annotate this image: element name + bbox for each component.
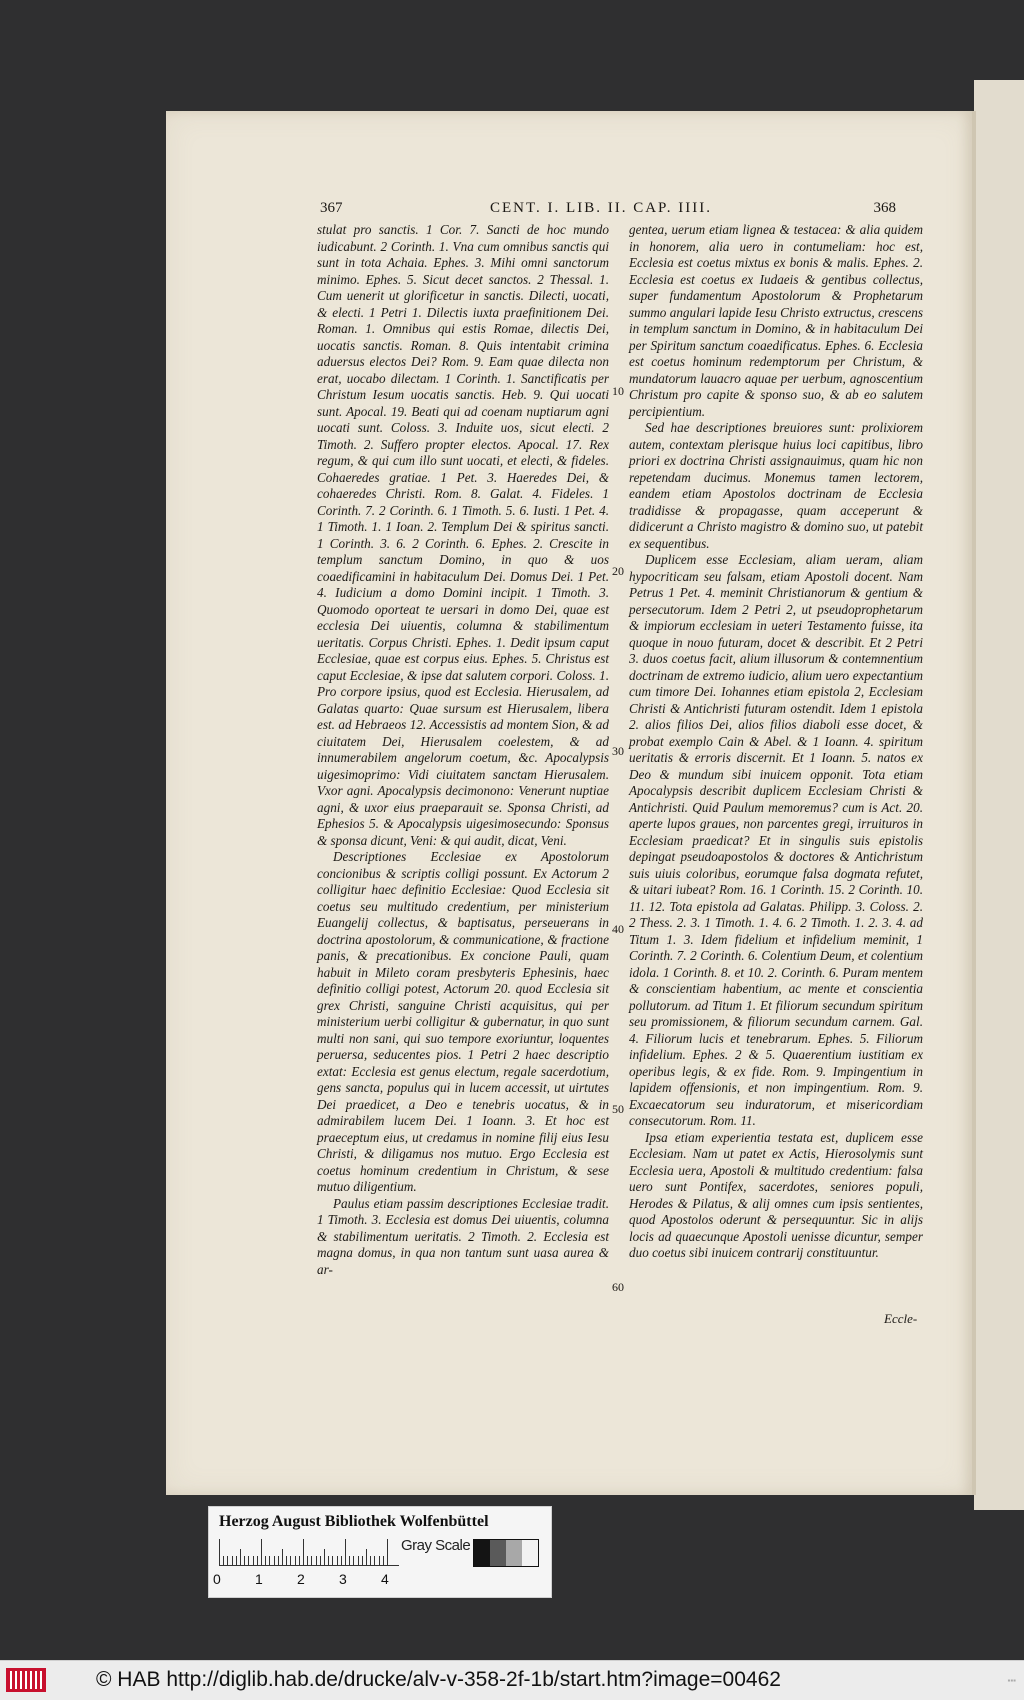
page-gutter-shadow [972,111,976,1495]
ruler-tick [303,1539,304,1565]
line-number: 10 [612,384,624,398]
ruler-tick [219,1539,220,1565]
catchword: Eccle- [884,1311,918,1326]
ruler-label: 2 [297,1571,305,1587]
ruler-tick [311,1556,312,1565]
gray-patch [490,1540,506,1566]
right-text-column [629,222,923,1262]
ruler-tick [265,1556,266,1565]
ruler-label: 0 [213,1571,221,1587]
ruler-tick [248,1556,249,1565]
ruler-tick [295,1556,296,1565]
hab-logo-icon [6,1668,46,1692]
gray-patch [506,1540,522,1566]
ruler-labels [213,1571,413,1589]
ruler-tick [244,1556,245,1565]
ruler [219,1537,399,1566]
facing-page-edge [974,80,1024,1510]
line-number: 60 [612,1280,624,1294]
ruler-tick [227,1556,228,1565]
ruler-tick [257,1556,258,1565]
ruler-tick [232,1556,233,1565]
ruler-tick [320,1556,321,1565]
ruler-tick [379,1556,380,1565]
ruler-tick [337,1556,338,1565]
left-text-column [317,222,609,1278]
paragraph: gentea, uerum etiam lignea & testacea: & alia quidem in honorem, alia uero in contumeliam: hoc est, Ecclesia est coetus mixtus ex bonis & malis. Ephes. 2. Ecclesia est coetus ex Iudaeis & gentibus collectus, super fundamentum Apostolorum & Prophetarum summo angulari lapide Iesu Christo extructus, crescens in templum sanctum in Domino, & in habitaculum Dei per Spiritum sanctum coaedificatus. Ephes. 6. Ecclesia est coetus hominum redemptorum per Christum, & mundatorum lauacro aquae per uerbum, agnoscentium Christum pro capite & sponso suo, & ab eo salutem percipientium. [629,222,923,419]
ruler-tick [299,1556,300,1565]
paragraph: Sed hae descriptiones breuiores sunt: prolixiorem autem, contextam plerisque huius loci capitibus, libro priori ex doctrina Christi assignauimus, quam hic non repetendam ducimus. Monemus tamen lectorem, eandem etiam Apostolos doctrinam de Ecclesia tradidisse & propagasse, quam acceperunt & didicerunt a Christo magistro & domino suo, ut patebit ex sequentibus. [629,420,923,551]
running-head [320,200,896,224]
ruler-tick [366,1549,367,1565]
paragraph: Ipsa etiam experientia testata est, duplicem esse Ecclesiam. Nam ut patet ex Actis, Hierosolymis sunt Ecclesia uera, Apostoli & multitudo credentium: falsa uero sunt Pontifex, sacerdotes, seniores populi, Herodes & Pilatus, & alij omnes cum ipsis sentientes, quod Apostolos oderunt & persequuntur. Sic in alijs locis ad quaecunque Apostoli uenisse dicuntur, semper duo coetus sibi inuicem contrarij constituuntur. [629,1129,923,1260]
ruler-tick [345,1539,346,1565]
ruler-tick [286,1556,287,1565]
ruler-tick [278,1556,279,1565]
ruler-label: 4 [381,1571,389,1587]
ruler-tick [341,1556,342,1565]
gray-patch [474,1540,490,1566]
ruler-tick [349,1556,350,1565]
ruler-tick [328,1556,329,1565]
ruler-tick [274,1556,275,1565]
line-number: 40 [612,922,624,936]
ruler-tick [358,1556,359,1565]
ruler-tick [332,1556,333,1565]
gray-scale-label: Gray Scale [401,1537,471,1554]
ruler-tick [370,1556,371,1565]
ruler-tick [324,1549,325,1565]
ruler-tick [240,1549,241,1565]
paragraph: Duplicem esse Ecclesiam, aliam ueram, aliam hypocriticam seu falsam, etiam Apostoli docent. Nam Petrus 1 Pet. 4. meminit Christianorum & gentium & persecutorum. Idem 2 Petri 2, ut pseudoprophetarum & impiorum ecclesiam in ueteri Testamento fuisse, ita quoque in nouo futuram, docet & describit. Et 2 Petri 3. duos coetus facit, alium illusorum & contemnentium doctrinam de extremo iudicio, alium uero expectantium cum timore Dei. Iohannes etiam epistola 2, Ecclesiam Christi & Antichristi futuram ostendit. Idem 1 epistola 2. alios filios Dei, alios filios diaboli esse docet, & probat exemplo Cain & Abel. & 1 Ioann. 4. spiritum ueritatis & erroris discernit. Et 1 Ioann. 5. natos ex Deo & mundum sibi inuicem opponit. Tota etiam Apocalypsis describit duplicem Ecclesiam Christi & Antichristi. Quid Paulum memoremus? cum is Act. 20. aperte lupos graues, non parcentes gregi, irruituros in Ecclesiam praedicat? Et in singulis suis epistolis depingat pseudoapostolos & doctores & Antichristum suis uiuis coloribus, eorumque falsa dogmata refutet, & uitari iubeat? Rom. 16. 1 Corinth. 15. 2 Corinth. 10. 11. 12. Tota epistola ad Galatas. Philipp. 3. Coloss. 2. 2 Thess. 2. 3. 1 Timoth. 1. 4. 6. 2 Timoth. 1. 2. 3. 4. ad Titum 1. 3. Idem fidelium et infidelium meminit, 1 Corinth. 7. 2 Corinth. 6. Colentium Deum, et colentium idola. 1 Corinth. 8. et 10. 2. Corinth. 6. Puram mentem & conscientiam habentium, ac mente et conscientia pollutorum. ad Titum 1. Et filiorum secundum spiritum seu promissionem, & filiorum secundum carnem. Gal. 4. Filiorum lucis et tenebrarum. Ephes. 5. Filiorum infidelium. Ephes. 2 & 5. Quaerentium iustitiam ex operibus legis, & ex fide. Rom. 9. Impingentium in lapidem offensionis, et non impingentium. Rom. 9. Excaecatorum seu induratorum, et misericordiam consecutorum. Rom. 11. [629,552,923,1128]
ruler-tick [282,1549,283,1565]
gray-scale-patches [473,1539,539,1567]
ruler-tick [374,1556,375,1565]
ruler-label: 1 [255,1571,263,1587]
line-number: 30 [612,744,624,758]
ruler-tick [307,1556,308,1565]
target-title: Herzog August Bibliothek Wolfenbüttel [219,1513,489,1530]
ruler-tick [236,1556,237,1565]
ruler-tick [383,1556,384,1565]
ruler-tick [223,1556,224,1565]
ruler-tick [253,1556,254,1565]
paragraph: Paulus etiam passim descriptiones Ecclesiae tradit. 1 Timoth. 3. Ecclesia est domus Dei uiuentis, columna & stabilimentum ueritatis. 2 Timoth. 2. Ecclesia est magna domus, in qua non tantum sunt uasa aurea & ar- [317,1195,609,1277]
ruler-tick [290,1556,291,1565]
source-link[interactable]: © HAB http://diglib.hab.de/drucke/alv-v-358-2f-1b/start.htm?image=00462 [96,1668,781,1691]
paragraph: Descriptiones Ecclesiae ex Apostolorum concionibus & scriptis colligi possunt. Ex Actorum 2 colligitur haec definitio Ecclesiae: Quod Ecclesia sit coetus seu multitudo credentium, per ministerium Euangelij collectus, & baptisatus, perseuerans in doctrina apostolorum, & communicatione, & fractione panis, & precationibus. Ex concione Pauli, quam habuit in Mileto coram presbyteris Ephesinis, haec definitio colligi potest, Actorum 20. quod Ecclesia sit grex Christi, sanguine Christi acquisitus, qui per ministerium uerbi colligitur & gubernatur, in quo sunt multi non sani, qui suo tempore exoriuntur, loquentes peruersa, seducentes pios. 1 Petri 2 haec descriptio extat: Ecclesia est genus electum, regale sacerdotium, gens sancta, populus qui in lucem accessit, ut uirtutes Dei praedicet, a Deo e tenebris uocatus, & in admirabilem lucem Dei. 1 Ioann. 3. Et hoc est praeceptum eius, ut credamus in nomine filij eius Iesu Christi, & diligamus nos mutuo. Ergo Ecclesia est coetus hominum credentium in Christum, & sese mutuo diligentium. [317,849,609,1194]
ruler-label: 3 [339,1571,347,1587]
line-number: 50 [612,1102,624,1116]
ruler-tick [261,1539,262,1565]
footer-mark: ▪▪▪ [1007,1676,1016,1685]
running-title: CENT. I. LIB. II. CAP. IIII. [490,200,712,216]
ruler-tick [362,1556,363,1565]
left-page-number: 367 [320,200,343,216]
line-number: 20 [612,564,624,578]
viewer-footer [0,1660,1024,1700]
gray-patch [522,1540,538,1566]
color-target-card [208,1506,552,1598]
ruler-tick [353,1556,354,1565]
right-page-number: 368 [873,200,896,216]
ruler-tick [269,1556,270,1565]
ruler-tick [316,1556,317,1565]
ruler-tick [387,1539,388,1565]
paragraph: stulat pro sanctis. 1 Cor. 7. Sancti de hoc mundo iudicabunt. 2 Corinth. 1. Vna cum omnibus sanctis qui sunt in tota Achaia. Ephes. 3. Mihi omni sanctorum minimo. Ephes. 5. Sicut decet sanctos. 2 Thessal. 1. Cum uenerit ut glorificetur in sanctis. Dilecti, uocati, & electi. 1 Petri 1. Dilectis iuxta praefinitionem Dei. Roman. 1. Omnibus qui estis Romae, dilectis Dei, uocatis sanctis. Roman. 8. Quis intentabit crimina aduersus electos Dei? Rom. 9. Eam quae dilecta non erat, uocabo dilectam. 1 Corinth. 1. Sanctificatis per Christum Iesum uocatis sanctis. Heb. 9. Qui uocati sunt. Apocal. 19. Beati qui ad coenam nuptiarum agni uocati sunt. Coloss. 3. Induite uos, sicut electi. 2 Timoth. 2. Suffero propter electos. Apocal. 17. Rex regum, & qui cum illo sunt uocati, et electi, & fideles. Cohaeredes gratiae. 1 Pet. 3. Haeredes Dei, & cohaeredes Christi. Rom. 8. Galat. 4. Fideles. 1 Corinth. 7. 2 Corinth. 6. 1 Timoth. 5. 6. Iusti. 1 Pet. 4. 1 Timoth. 1. 1 Ioan. 2. Templum Dei & spiritus sancti. 1 Corinth. 3. 6. 2 Corinth. 6. Ephes. 2. Crescite in templum sanctum Domino, in quo & uos coaedificamini in habitaculum Dei. Domus Dei. 1 Pet. 4. Iudicium a domo Domini incipit. 1 Timoth. 3. Quomodo oporteat te uersari in domo Dei, quae est ecclesia Dei uiuentis, columna & stabilimentum ueritatis. Corpus Christi. Ephes. 1. Dedit ipsum caput Ecclesiae, quae est corpus eius. Ephes. 5. Christus est caput Ecclesiae, & ipse dat salutem corpori. Coloss. 1. Pro corpore ipsius, quod est Ecclesia. Hierusalem, ad Galatas quarto: Quae sursum est Hierusalem, libera est. ad Hebraeos 12. Accessistis ad montem Sion, & ad ciuitatem Dei, Hierusalem coelestem, & ad innumerabilem angelorum coetum, &c. Apocalypsis uigesimoprimo: Vidi ciuitatem sanctam Hierusalem. Vxor agni. Apocalypsis decimonono: Venerunt nuptiae agni, & uxor eius praeparauit se. Sponsa Christi, ad Ephesios 5. & Apocalypsis uigesimosecundo: Sponsus & sponsa dicunt, Veni: & qui audit, dicat, Veni. [317,222,609,848]
